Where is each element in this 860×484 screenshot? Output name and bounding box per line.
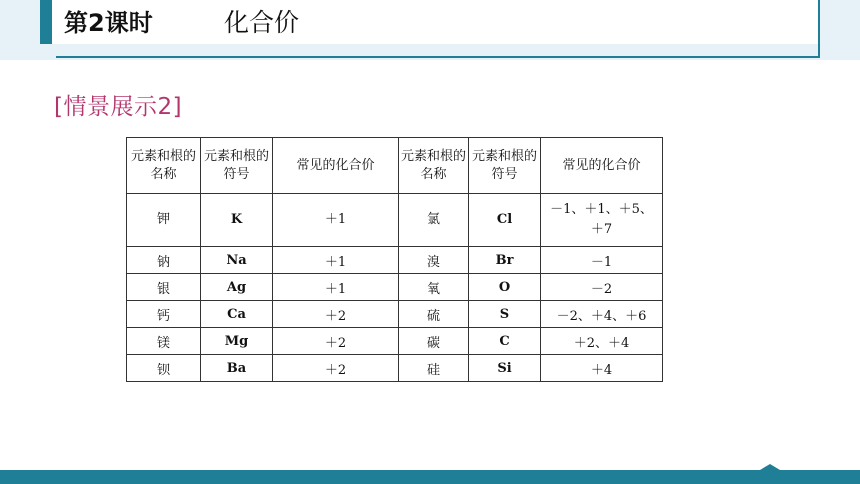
header-cell-name: 元素和根的名称 xyxy=(127,138,201,194)
header-cell-valence: 常见的化合价 xyxy=(273,138,399,194)
element-symbol: Si xyxy=(469,355,541,382)
header-accent-bar xyxy=(40,0,52,44)
lesson-title: 化合价 xyxy=(224,8,300,37)
element-valence: ＋2 xyxy=(273,301,399,328)
table-row xyxy=(127,274,663,301)
valence-table xyxy=(126,137,663,382)
element-valence: －2 xyxy=(541,274,663,301)
element-name: 镁 xyxy=(127,328,201,355)
table-row xyxy=(127,301,663,328)
header-cell-valence: 常见的化合价 xyxy=(541,138,663,194)
element-symbol: K xyxy=(201,194,273,247)
element-name: 银 xyxy=(127,274,201,301)
element-valence: ＋1 xyxy=(273,274,399,301)
element-symbol: Mg xyxy=(201,328,273,355)
element-symbol: Cl xyxy=(469,194,541,247)
element-symbol: Ag xyxy=(201,274,273,301)
element-valence: ＋1 xyxy=(273,194,399,247)
element-symbol: Na xyxy=(201,247,273,274)
section-label: [情景展示2] xyxy=(54,94,183,120)
element-name: 钡 xyxy=(127,355,201,382)
element-name: 钾 xyxy=(127,194,201,247)
element-name: 碳 xyxy=(399,328,469,355)
header-cell-symbol: 元素和根的符号 xyxy=(201,138,273,194)
valence-line-1: －1、＋1、＋5、 xyxy=(550,202,653,217)
table-row xyxy=(127,247,663,274)
element-valence: －1 xyxy=(541,247,663,274)
element-valence: ＋2 xyxy=(273,355,399,382)
element-symbol: C xyxy=(469,328,541,355)
table-header-row xyxy=(127,138,663,194)
element-name: 氧 xyxy=(399,274,469,301)
element-symbol: S xyxy=(469,301,541,328)
lesson-number: 第2课时 xyxy=(64,9,153,37)
element-name: 氯 xyxy=(399,194,469,247)
element-valence: ＋4 xyxy=(541,355,663,382)
footer-band xyxy=(0,470,860,484)
element-valence: ＋2 xyxy=(273,328,399,355)
element-name: 钠 xyxy=(127,247,201,274)
element-symbol: O xyxy=(469,274,541,301)
valence-line-2: ＋7 xyxy=(590,222,613,237)
element-symbol: Br xyxy=(469,247,541,274)
element-name: 溴 xyxy=(399,247,469,274)
header-cell-name: 元素和根的名称 xyxy=(399,138,469,194)
header-frame xyxy=(56,0,820,58)
element-name: 钙 xyxy=(127,301,201,328)
element-symbol: Ba xyxy=(201,355,273,382)
table-row xyxy=(127,194,663,247)
element-valence: ＋2、＋4 xyxy=(541,328,663,355)
table-row xyxy=(127,328,663,355)
header-cell-symbol: 元素和根的符号 xyxy=(469,138,541,194)
element-valence: －2、＋4、＋6 xyxy=(541,301,663,328)
element-valence xyxy=(541,194,663,247)
element-name: 硅 xyxy=(399,355,469,382)
element-symbol: Ca xyxy=(201,301,273,328)
table-row xyxy=(127,355,663,382)
element-valence: ＋1 xyxy=(273,247,399,274)
element-name: 硫 xyxy=(399,301,469,328)
